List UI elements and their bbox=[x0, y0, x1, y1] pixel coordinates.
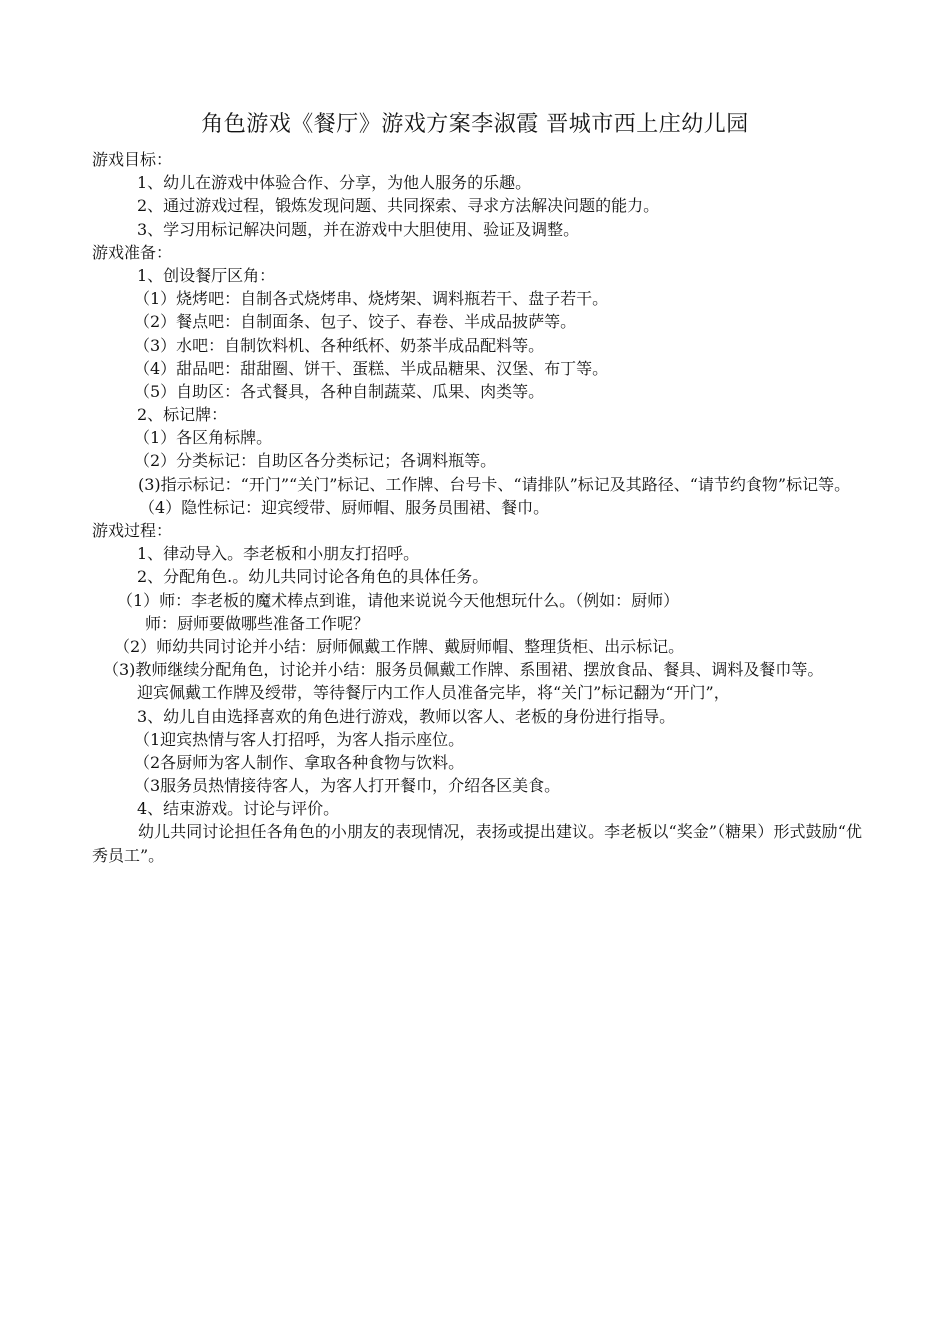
evaluation-paragraph: 幼儿共同讨论担任各角色的小朋友的表现情况，表扬或提出建议。李老板以“奖金”（糖果）形式鼓励“优秀员工”。 bbox=[92, 822, 862, 865]
prep-item-2: 2、标记牌： bbox=[137, 405, 228, 425]
section-heading-preparation: 游戏准备： bbox=[92, 242, 173, 262]
process-subitem-1-question: 师：厨师要做哪些准备工作呢？ bbox=[145, 613, 370, 633]
process-item-3: 3、幼儿自由选择喜欢的角色进行游戏，教师以客人、老板的身份进行指导。 bbox=[137, 706, 676, 726]
prep-subitem-5: （5）自助区：各式餐具，各种自制蔬菜、瓜果、肉类等。 bbox=[134, 381, 545, 401]
goal-item-1: 1、幼儿在游戏中体验合作、分享，为他人服务的乐趣。 bbox=[137, 173, 532, 193]
sign-subitem-2: （2）分类标记：自助区各分类标记；各调料瓶等。 bbox=[134, 451, 497, 471]
goal-item-3: 3、学习用标记解决问题，并在游戏中大胆使用、验证及调整。 bbox=[137, 219, 580, 239]
process-item-1: 1、律动导入。李老板和小朋友打招呼。 bbox=[137, 544, 420, 564]
document-title: 角色游戏《餐厅》游戏方案李淑霞 晋城市西上庄幼儿园 bbox=[201, 112, 749, 137]
process-greeter-note: 迎宾佩戴工作牌及绶带，等待餐厅内工作人员准备完毕，将“关门”标记翻为“开门”， bbox=[137, 683, 730, 703]
prep-subitem-3: （3）水吧：自制饮料机、各种纸杯、奶茶半成品配料等。 bbox=[134, 335, 545, 355]
sign-subitem-4: （4）隐性标记：迎宾绶带、厨师帽、服务员围裙、餐巾。 bbox=[139, 497, 550, 517]
prep-item-1: 1、创设餐厅区角： bbox=[137, 265, 276, 285]
process-subitem-3: （3)教师继续分配角色，讨论并小结：服务员佩戴工作牌、系围裙、摆放食品、餐具、调料及餐巾等。 bbox=[103, 660, 824, 680]
prep-subitem-4: （4）甜品吧：甜甜圈、饼干、蛋糕、半成品糖果、汉堡、布丁等。 bbox=[134, 358, 609, 378]
prep-subitem-1: （1）烧烤吧：自制各式烧烤串、烧烤架、调料瓶若干、盘子若干。 bbox=[134, 289, 609, 309]
sign-subitem-3: (3)指示标记：“开门”“关门”标记、工作牌、台号卡、“请排队”标记及其路径、“请节约食物”标记等。 bbox=[138, 474, 851, 494]
document-body bbox=[92, 148, 862, 867]
role-subitem-2: （2各厨师为客人制作、拿取各种食物与饮料。 bbox=[134, 752, 465, 772]
role-subitem-3: （3服务员热情接待客人，为客人打开餐巾，介绍各区美食。 bbox=[134, 776, 561, 796]
prep-subitem-2: （2）餐点吧：自制面条、包子、饺子、春卷、半成品披萨等。 bbox=[134, 312, 577, 332]
section-heading-goals: 游戏目标： bbox=[92, 150, 173, 169]
process-subitem-1: （1）师：李老板的魔术棒点到谁，请他来说说今天他想玩什么。（例如：厨师） bbox=[117, 590, 680, 610]
sign-subitem-1: （1）各区角标牌。 bbox=[134, 428, 273, 448]
section-heading-process: 游戏过程： bbox=[92, 521, 173, 541]
role-subitem-1: （1迎宾热情与客人打招呼，为客人指示座位。 bbox=[134, 729, 465, 749]
goal-item-2: 2、通过游戏过程，锻炼发现问题、共同探索、寻求方法解决问题的能力。 bbox=[137, 196, 660, 216]
process-subitem-2: （2）师幼共同讨论并小结：厨师佩戴工作牌、戴厨师帽、整理货柜、出示标记。 bbox=[114, 636, 685, 656]
process-item-2: 2、分配角色.。幼儿共同讨论各角色的具体任务。 bbox=[137, 567, 489, 587]
process-item-4: 4、结束游戏。讨论与评价。 bbox=[137, 799, 340, 819]
